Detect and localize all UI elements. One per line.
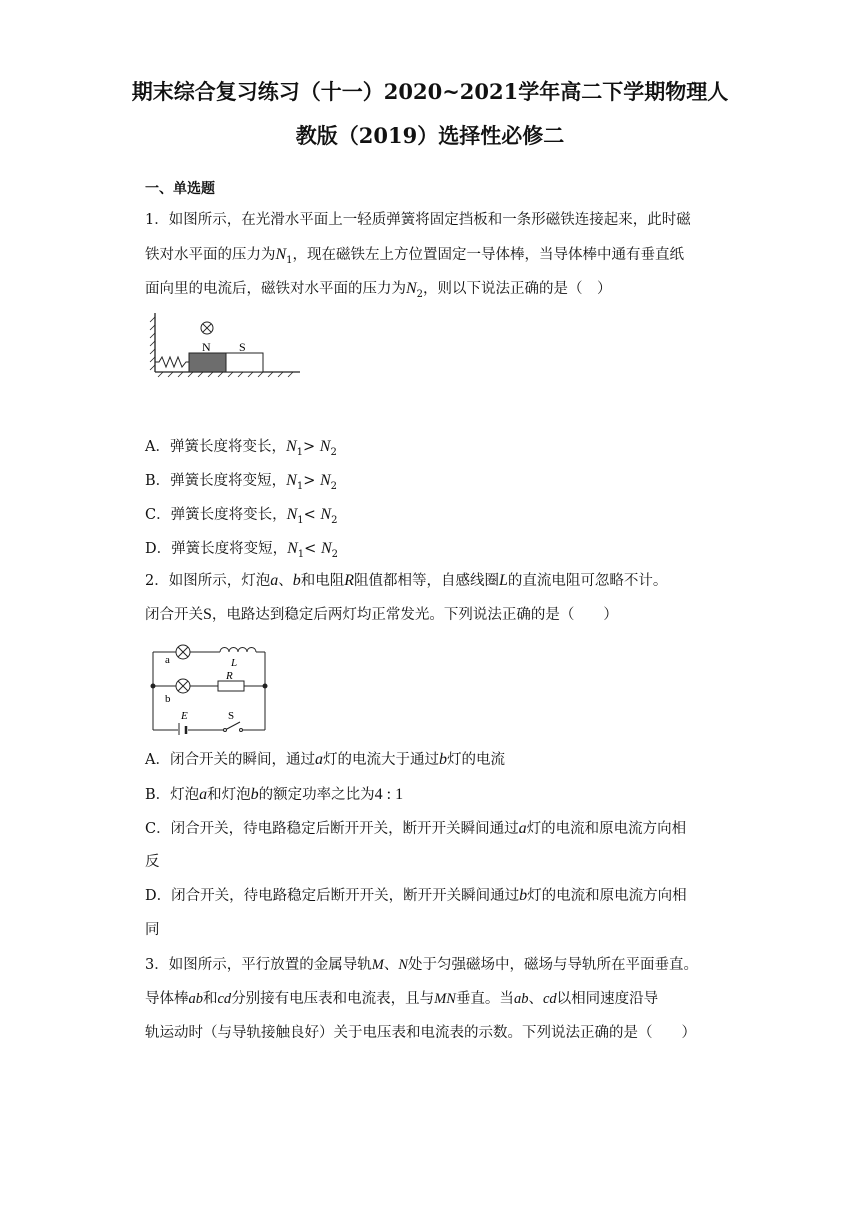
- spring: [155, 357, 189, 367]
- svg-text:R: R: [226, 670, 233, 682]
- svg-text:a: a: [165, 654, 170, 666]
- svg-text:E: E: [181, 710, 188, 722]
- q1-stem-line-2: 铁对水平面的压力为$N_1$，现在磁铁左上方位置固定一导体棒，当导体棒中通有垂直纸: [145, 246, 685, 266]
- q2-option-d-line-2: 同: [145, 922, 160, 938]
- magnet-south: [226, 353, 263, 372]
- svg-text:N: N: [202, 340, 211, 354]
- magnet-north: [189, 353, 226, 372]
- q1-stem-line-1: 1．如图所示，在光滑水平面上一轻质弹簧将固定挡板和一条形磁铁连接起来，此时磁: [145, 212, 691, 228]
- section-heading: 一、单选题: [145, 181, 215, 197]
- svg-text:S: S: [228, 710, 235, 722]
- q2-option-d-line-1: D．闭合开关，待电路稳定后断开开关，断开开关瞬间通过b灯的电流和原电流方向相: [145, 887, 687, 904]
- q1-option-d: D．弹簧长度将变短，$N_1< N_2$: [145, 540, 338, 560]
- svg-text:S: S: [239, 340, 246, 354]
- q1-option-a: A．弹簧长度将变长，$N_1> N_2$: [145, 438, 337, 458]
- battery-icon: [179, 723, 186, 735]
- q2-option-c-line-1: C．闭合开关，待电路稳定后断开开关，断开开关瞬间通过a灯的电流和原电流方向相: [145, 820, 687, 837]
- q2-circuit-figure: [145, 635, 275, 735]
- current-into-page-icon: [201, 322, 213, 334]
- q2-option-c-line-2: 反: [145, 854, 160, 870]
- document-title-line-1: 期末综合复习练习（十一）2020~2021学年高二下学期物理人: [131, 79, 729, 104]
- q2-option-a: A．闭合开关的瞬间，通过a灯的电流大于通过b灯的电流: [145, 751, 505, 768]
- document-title-line-2: 教版（2019）选择性必修二: [295, 123, 565, 148]
- lamp-a-icon: [176, 645, 190, 659]
- q2-option-b: B．灯泡a和灯泡b的额定功率之比为4 : 1: [145, 786, 404, 803]
- q2-stem-line-2: 闭合开关S，电路达到稳定后两灯均正常发光。下列说法正确的是（ ）: [145, 606, 618, 623]
- lamp-b-icon: [176, 679, 190, 693]
- svg-text:b: b: [165, 693, 171, 705]
- q1-stem-line-3: 面向里的电流后，磁铁对水平面的压力为$N_2$，则以下说法正确的是（ ）: [145, 280, 612, 300]
- q3-stem-line-1: 3．如图所示，平行放置的金属导轨M、N处于匀强磁场中，磁场与导轨所在平面垂直。: [145, 957, 698, 973]
- q1-option-b: B．弹簧长度将变短，$N_1> N_2$: [145, 472, 338, 492]
- q1-option-c: C．弹簧长度将变长，$N_1< N_2$: [145, 506, 338, 526]
- q3-stem-line-3: 轨运动时（与导轨接触良好）关于电压表和电流表的示数。下列说法正确的是（ ）: [145, 1025, 696, 1041]
- svg-text:L: L: [231, 657, 238, 669]
- q1-magnet-spring-figure: [145, 305, 310, 380]
- q3-stem-line-2: 导体棒ab和cd分别接有电压表和电流表，且与MN垂直。当ab、cd以相同速度沿导: [145, 991, 659, 1007]
- q2-stem-line-1: 2．如图所示，灯泡a、b和电阻R阻值都相等，自感线圈L的直流电阻可忽略不计。: [145, 572, 668, 589]
